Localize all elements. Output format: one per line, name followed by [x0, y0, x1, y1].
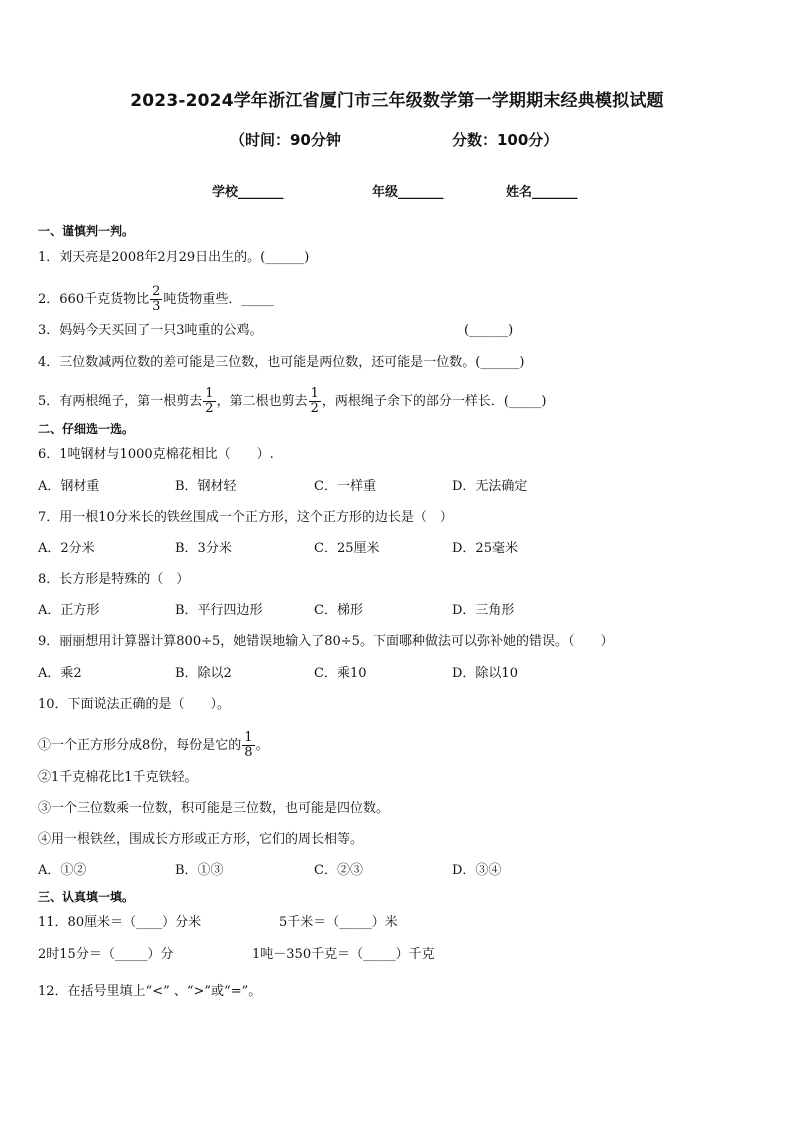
q6-option-a: A．钢材重	[38, 479, 100, 494]
q9-option-b: B．除以2	[175, 666, 232, 681]
question-11-part-d: 1吨－350千克＝（_____）千克	[252, 947, 435, 962]
fraction	[242, 731, 254, 760]
fraction-numerator: 2	[152, 284, 161, 299]
fraction-numerator: 1	[310, 386, 319, 401]
section-3-heading: 三、认真填一填。	[38, 890, 135, 904]
fraction-denominator: 8	[244, 745, 253, 760]
question-8: 8．长方形是特殊的（ ）	[38, 572, 190, 587]
fraction-denominator: 2	[205, 401, 214, 416]
fraction-denominator: 3	[152, 299, 161, 314]
question-11-part-a: 11．80厘米＝（____）分米	[38, 915, 202, 930]
q10-option-a: A．①②	[38, 863, 87, 878]
school-field: 学校_______	[212, 185, 284, 200]
question-3: 3．妈妈今天买回了一只3吨重的公鸡。	[38, 323, 263, 338]
question-5-text-b: ，第二根也剪去	[216, 394, 308, 409]
question-7: 7．用一根10分米长的铁丝围成一个正方形，这个正方形的边长是（ ）	[38, 510, 453, 525]
question-10: 10．下面说法正确的是（ ）。	[38, 697, 231, 712]
q8-option-a: A．正方形	[38, 603, 100, 618]
grade-field: 年级_______	[372, 185, 444, 200]
q10-option-b: B．①③	[175, 863, 224, 878]
q10-statement-1-text-a: ①一个正方形分成8份，每份是它的	[38, 738, 242, 753]
q10-statement-1	[38, 731, 269, 760]
exam-time: （时间：90分钟	[230, 131, 341, 149]
q10-option-c: C．②③	[314, 863, 363, 878]
fraction-numerator: 1	[244, 730, 253, 745]
q8-option-d: D．三角形	[452, 603, 515, 618]
question-2	[38, 285, 274, 314]
question-5-text-a: 5．有两根绳子，第一根剪去	[38, 394, 203, 409]
fraction	[309, 387, 321, 416]
q10-statement-3: ③一个三位数乘一位数，积可能是三位数，也可能是四位数。	[38, 801, 390, 816]
exam-title: 2023-2024学年浙江省厦门市三年级数学第一学期期末经典模拟试题	[130, 91, 664, 111]
question-11-part-b: 5千米＝（_____）米	[279, 915, 398, 930]
section-2-heading: 二、仔细选一选。	[38, 422, 135, 436]
q6-option-c: C．一样重	[314, 479, 376, 494]
q10-option-d: D．③④	[452, 863, 502, 878]
question-3-blank: (______)	[464, 323, 514, 338]
fraction-numerator: 1	[205, 386, 214, 401]
q7-option-d: D．25毫米	[452, 541, 518, 556]
question-2-text-a: 2．660千克货物比	[38, 292, 150, 307]
name-field: 姓名_______	[506, 185, 578, 200]
fraction	[150, 285, 162, 314]
question-1: 1．刘天亮是2008年2月29日出生的。(______)	[38, 250, 310, 265]
q8-option-c: C．梯形	[314, 603, 363, 618]
q9-option-d: D．除以10	[452, 666, 518, 681]
q6-option-d: D．无法确定	[452, 479, 528, 494]
question-11-part-c: 2时15分＝（_____）分	[38, 947, 174, 962]
q8-option-b: B．平行四边形	[175, 603, 263, 618]
q10-statement-1-text-b: 。	[255, 738, 269, 753]
fraction	[203, 387, 215, 416]
q7-option-c: C．25厘米	[314, 541, 380, 556]
section-1-heading: 一、谨慎判一判。	[38, 224, 135, 238]
q9-option-c: C．乘10	[314, 666, 367, 681]
exam-score: 分数：100分）	[452, 131, 559, 149]
question-6: 6．1吨钢材与1000克棉花相比（ ）.	[38, 447, 274, 462]
question-12: 12．在括号里填上“<” 、“>”或“=”。	[38, 984, 262, 999]
question-4: 4．三位数减两位数的差可能是三位数，也可能是两位数，还可能是一位数。(______)	[38, 355, 525, 370]
q9-option-a: A．乘2	[38, 666, 82, 681]
q7-option-a: A．2分米	[38, 541, 95, 556]
q10-statement-2: ②1千克棉花比1千克铁轻。	[38, 770, 198, 785]
question-9: 9．丽丽想用计算器计算800÷5，她错误地输入了80÷5。下面哪种做法可以弥补她的错误。（ ）	[38, 634, 614, 649]
q10-statement-4: ④用一根铁丝，围成长方形或正方形，它们的周长相等。	[38, 832, 364, 847]
fraction-denominator: 2	[310, 401, 319, 416]
q6-option-b: B．钢材轻	[175, 479, 237, 494]
question-5	[38, 387, 547, 416]
q7-option-b: B．3分米	[175, 541, 232, 556]
question-2-text-b: 吨货物重些．_____	[163, 292, 274, 307]
question-5-text-c: ，两根绳子余下的部分一样长．(_____)	[321, 394, 547, 409]
